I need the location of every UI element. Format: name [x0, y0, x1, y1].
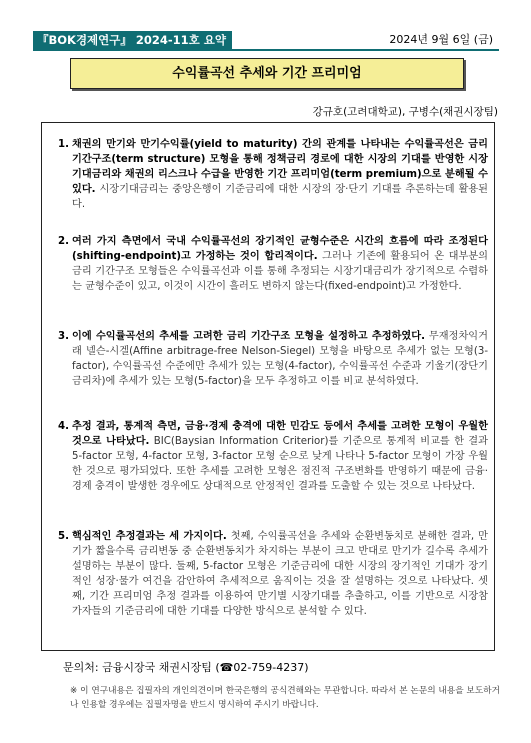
item-number: 3. [58, 331, 69, 342]
contact-info: 문의처: 금융시장국 채권시장팀 (☎02-759-4237) [63, 661, 309, 674]
summary-item-2 [58, 234, 488, 294]
item-number: 4. [58, 421, 69, 432]
item-number: 5. [58, 531, 69, 542]
series-badge: 『BOK경제연구』 2024-11호 요약 [33, 31, 232, 49]
item-number: 1. [58, 139, 69, 150]
summary-item-4 [58, 419, 488, 494]
item-text: 시장기대금리는 중앙은행이 기준금리에 대한 시장의 장·단기 기대를 추론하는데 활용된다. [72, 184, 488, 210]
authors: 강규호(고려대학교), 구병수(채권시장팀) [312, 106, 498, 118]
summary-item-3 [58, 329, 488, 389]
item-text: 무재정차익거래 넬슨-시겔(Affine arbitrage-free Nelson-Siegel) 모형을 바탕으로 추세가 없는 모형(3-factor), 수익률곡선 수준에만 추세가 있는 모형(4-factor), 수익률곡선 수준과 기울기(장단기금리차)에 추세가 있는 모형(5-factor)을 모두 추정하고 이를 비교 분석하였다. [72, 331, 488, 387]
item-highlight: 이에 수익률곡선의 추세를 고려한 금리 기간구조 모형을 설정하고 추정하였다. [72, 331, 425, 342]
item-text: 첫째, 수익률곡선을 추세와 순환변동치로 분해한 결과, 만기가 짧을수록 금리변동 중 순환변동치가 차지하는 부분이 크고 반대로 만기가 길수록 추세가 설명하는 부분이 많다. 둘째, 5-factor 모형은 기준금리에 대한 시장의 장기적인 기대가 장기적인 성장·물가 여건을 감안하여 추세적으로 움직이는 것을 잘 설명하는 것으로 나타났다. 셋째, 기간 프리미엄 추정 결과를 이용하여 만기별 시장기대를 추출하고, 이를 기반으로 시장참가자들의 기준금리에 대한 기대를 다양한 방식으로 분석할 수 있다. [72, 531, 488, 617]
item-highlight: 여러 가지 측면에서 국내 수익률곡선의 장기적인 균형수준은 시간의 흐름에 따라 조정된다(shifting-endpoint)고 가정하는 것이 합리적이다. [72, 236, 488, 262]
summary-box [41, 122, 495, 651]
header-bar [33, 31, 499, 51]
page-title: 수익률곡선 추세와 기간 프리미엄 [70, 58, 464, 89]
publication-date: 2024년 9월 6일 (금) [389, 33, 493, 46]
summary-item-1 [58, 137, 488, 212]
disclaimer-notice: ※ 이 연구내용은 집필자의 개인의견이며 한국은행의 공식견해와는 무관합니다. 따라서 본 논문의 내용을 보도하거나 인용할 경우에는 집필자명을 반드시 명시하여 주시기 바랍니다. [70, 686, 500, 710]
item-text: BIC(Baysian Information Criterior)를 기준으로 통계적 비교를 한 결과 5-factor 모형, 4-factor 모형, 3-factor 모형 순으로 낮게 나타나 5-factor 모형이 가장 우월한 것으로 평가되었다. 또한 추세를 고려한 모형은 점진적 구조변화를 반영하기 때문에 금융·경제 충격이 발생한 경우에도 상대적으로 안정적인 결과를 도출할 수 있는 것으로 나타났다. [72, 436, 488, 492]
item-highlight: 추정 결과, 통계적 측면, 금융·경제 충격에 대한 민감도 등에서 추세를 고려한 모형이 우월한 것으로 나타났다. [72, 421, 488, 447]
item-number: 2. [58, 236, 69, 247]
item-text: 그러나 기존에 활용되어 온 대부분의 금리 기간구조 모형들은 수익률곡선과 이를 통해 추정되는 시장기대금리가 장기적으로 수렴하는 균형수준이 있고, 이것이 시간이 흘러도 변하지 않는다(fixed-endpoint)고 가정한다. [72, 251, 488, 292]
item-highlight: 핵심적인 추정결과는 세 가지이다. [72, 531, 227, 542]
item-highlight: 채권의 만기와 만기수익률(yield to maturity) 간의 관계를 나타내는 수익률곡선은 금리 기간구조(term structure) 모형을 통해 정책금리 경로에 대한 시장의 기대를 반영한 시장기대금리와 채권의 리스크나 수급을 반영한 기간 프리미엄(term premium)으로 분해될 수 있다. [72, 139, 488, 195]
summary-item-5 [58, 529, 488, 619]
